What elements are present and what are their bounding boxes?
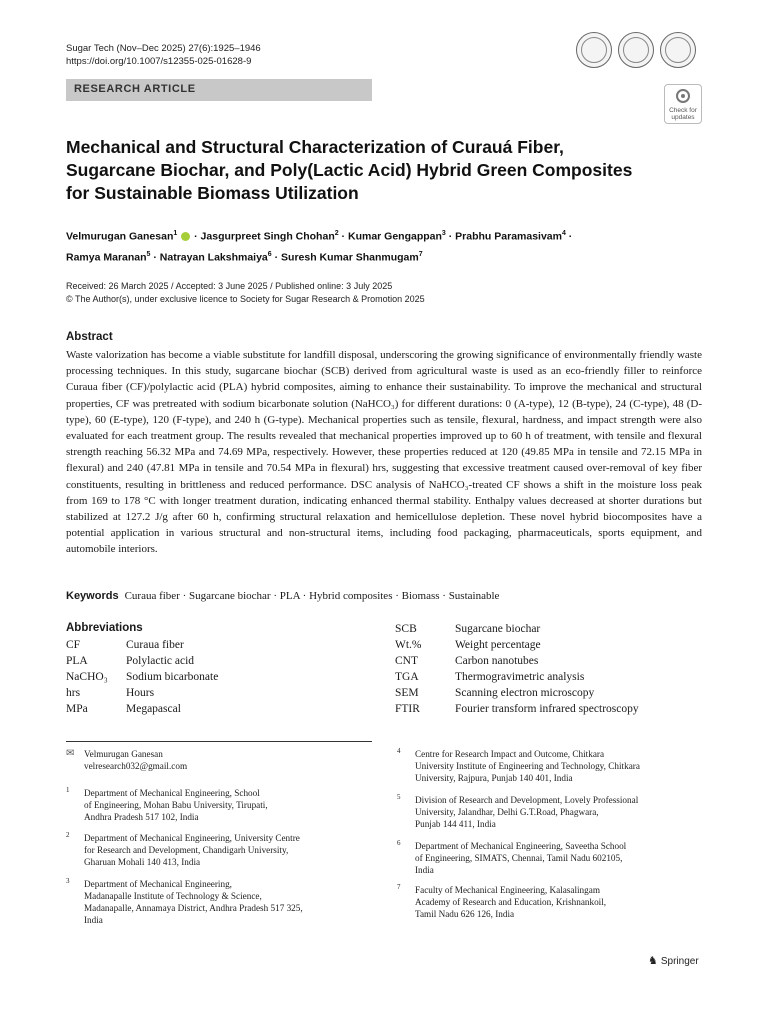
abbr-key: Wt.%: [395, 639, 422, 651]
society-logos: [576, 32, 696, 68]
article-type-banner: [66, 79, 372, 101]
author-name[interactable]: Kumar Gengappan: [347, 230, 442, 243]
author-affil-sup: 5: [146, 250, 151, 258]
author-affil-sup: 7: [418, 250, 423, 258]
affiliation-number: 5: [397, 793, 401, 801]
abbr-value: Curaua fiber: [126, 639, 184, 651]
orcid-icon[interactable]: [181, 232, 190, 241]
author-name[interactable]: Prabhu Paramasivam: [455, 230, 562, 243]
check-updates-line1: Check for: [669, 107, 697, 114]
keywords-heading: Keywords: [66, 590, 119, 602]
affiliation-text: Department of Mechanical Engineering, Madanapalle Institute of Technology & Science, Madanapalle, Annamaya District, Andhra Pradesh 517 325, India: [84, 879, 303, 925]
author-affil-sup: 1: [173, 230, 178, 237]
abbr-value: Polylactic acid: [126, 655, 195, 667]
title-line: Mechanical and Structural Characterization of Curauá Fiber,: [66, 137, 564, 157]
affiliation-text: Centre for Research Impact and Outcome, Chitkara University Institute of Engineering and Technology, Chitkara University, Rajpura, Punjab 140 401, India: [415, 749, 640, 783]
author-affil-sup: 2: [334, 230, 339, 237]
publication-dates: [66, 280, 425, 306]
institute-logo-icon: [660, 32, 696, 68]
affiliation-number: 4: [397, 747, 401, 755]
abbr-key: TGA: [395, 671, 419, 683]
affiliation-number: 1: [66, 786, 70, 794]
author-name[interactable]: Velmurugan Ganesan: [66, 230, 174, 243]
title-line: for Sustainable Biomass Utilization: [66, 183, 359, 203]
abbr-key: NaCHO₃: [66, 671, 108, 683]
abbr-value: Scanning electron microscopy: [455, 687, 595, 699]
abbr-key: FTIR: [395, 703, 420, 715]
abbr-key: hrs: [66, 687, 81, 699]
affiliation-text: Department of Mechanical Engineering, University Centre for Research and Development, Chandigarh University, Gharuan Mohali 140 413, India: [84, 833, 300, 867]
abbr-value: Megapascal: [126, 703, 181, 715]
author-name[interactable]: Natrayan Lakshmaiya: [159, 251, 268, 263]
affiliation-text: Division of Research and Development, Lovely Professional University, Jalandhar, Delhi G.T.Road, Phagwara, Punjab 144 411, India: [415, 795, 639, 829]
society-seal-icon: [618, 32, 654, 68]
affiliation-number: 3: [66, 877, 70, 885]
affiliation-text: Department of Mechanical Engineering, Saveetha School of Engineering, SIMATS, Chennai, Tamil Nadu 602105, India: [415, 841, 627, 875]
affiliation-number: 2: [66, 831, 70, 839]
affiliation-text: Department of Mechanical Engineering, School of Engineering, Mohan Babu University, Tirupati, Andhra Pradesh 517 102, India: [84, 788, 268, 822]
footnote-divider: [66, 741, 372, 742]
doi-link[interactable]: https://doi.org/10.1007/s12355-025-01628-9: [66, 56, 252, 67]
author-name[interactable]: Jasgurpreet Singh Chohan: [200, 230, 335, 243]
journal-citation: Sugar Tech (Nov–Dec 2025) 27(6):1925–1946: [66, 43, 261, 54]
abbr-value: Sodium bicarbonate: [126, 671, 219, 683]
article-title: [66, 136, 666, 205]
abbr-key: PLA: [66, 655, 88, 667]
publisher-logo: [648, 954, 699, 967]
title-line: Sugarcane Biochar, and Poly(Lactic Acid) Hybrid Green Composites: [66, 160, 633, 180]
abbr-value: Sugarcane biochar: [455, 623, 541, 635]
publisher-name: Springer: [660, 956, 699, 967]
affiliation-text: Faculty of Mechanical Engineering, Kalasalingam Academy of Research and Education, Krishnankoil, Tamil Nadu 626 126, India: [415, 885, 607, 919]
author-affil-sup: 3: [441, 230, 446, 237]
abbr-value: Hours: [126, 687, 155, 699]
abbreviations-heading: Abbreviations: [66, 622, 143, 634]
author-affil-sup: 4: [561, 230, 566, 237]
check-updates-icon: [676, 89, 690, 103]
dates-line: Received: 26 March 2025 / Accepted: 3 June 2025 / Published online: 3 July 2025: [66, 281, 393, 291]
corresponding-email[interactable]: velresearch032@gmail.com: [84, 761, 188, 771]
author-name[interactable]: Ramya Maranan: [66, 251, 147, 263]
affiliation-number: 6: [397, 839, 401, 847]
abbr-value: Weight percentage: [455, 639, 541, 651]
author-affil-sup: 6: [267, 250, 272, 258]
abbr-value: Thermogravimetric analysis: [455, 671, 585, 683]
springer-horse-icon: ♞: [648, 955, 658, 967]
keywords-list: Curaua fiber · Sugarcane biochar · PLA · Hybrid composites · Biomass · Sustainable: [124, 590, 500, 602]
keywords: [66, 590, 499, 602]
abbr-value: Carbon nanotubes: [455, 655, 539, 667]
author-name[interactable]: Suresh Kumar Shanmugam: [281, 251, 419, 263]
abbr-key: MPa: [66, 703, 88, 715]
abstract-text: Waste valorization has become a viable substitute for landfill disposal, underscoring the growing significance of environmentally friendly waste processing techniques. In this study, sugarcane biochar (SCB) derived from agricultural waste is used as an eco-friendly filler to reinforce Curaua fiber (CF)/polylactic acid (PLA) hybrid composites, aiming to enhance their sustainability. To improve the mechanical and structural properties, CF was pretreated with sodium bicarbonate solution (NaHCO₃) for different durations: 0 (A-type), 12 (B-type), 24 (C-type), 48 (D-type), 60 (E-type), 120 (F-type), and 240 h (G-type). Mechanical properties such as tensile, flexural, hardness, and impact strength were also evaluated for each treatment group. The results revealed that mechanical properties improved up to 60 h of treatment, with tensile and flexural strength reaching 56.32 MPa and 74.69 MPa, respectively. However, these properties reduced at 120 (49.85 MPa in tensile and 72.15 MPa in flexural) and 240 (47.81 MPa in tensile and 70.54 MPa in flexural) hrs, suggesting that excessive treatment caused over-removal of key fiber constituents, resulting in brittleness and reduced performance. DSC analysis of NaHCO₃-treated CF shows a shift in the moisture loss peak from 169 to 178 °C with longer treatment duration, indicating enhanced thermal stability. Enthalpy values decreased at shorter durations but stabilized at 127.2 J/g after 60 h, confirming structural relaxation and hemicellulose depletion. These novel hybrid biocomposites have a potential application in various structural and non-structural items, including food packaging, pharmaceuticals, sports equipment, and automobile interiors.: [66, 349, 702, 556]
check-updates-line2: updates: [671, 114, 695, 121]
abbr-key: SCB: [395, 623, 417, 635]
abbr-key: CF: [66, 639, 81, 651]
abbr-key: SEM: [395, 687, 419, 699]
check-for-updates-button[interactable]: [664, 84, 702, 124]
journal-header: [66, 42, 261, 68]
copyright-line: © The Author(s), under exclusive licence to Society for Sugar Research & Promotion 2025: [66, 294, 425, 304]
corresponding-author: Velmurugan Ganesan: [84, 749, 163, 759]
affiliation-number: 7: [397, 883, 401, 891]
abbr-value: Fourier transform infrared spectroscopy: [455, 703, 639, 715]
envelope-icon: ✉: [66, 748, 75, 759]
society-logo-icon: [576, 32, 612, 68]
abstract-heading: Abstract: [66, 331, 113, 343]
abbr-key: CNT: [395, 655, 418, 667]
author-list: Velmurugan Ganesan$^1$ · Jasgurpreet Singh Chohan$^2$ · Kumar Gengappan$^3$ · Prabhu Paramasivam$^4$ · Ramya Maranan$^5$ · Natrayan Lakshmaiya$^6$ · Suresh Kumar Shanmugam$^7$: [66, 230, 573, 263]
article-type-label: RESEARCH ARTICLE: [74, 83, 196, 95]
